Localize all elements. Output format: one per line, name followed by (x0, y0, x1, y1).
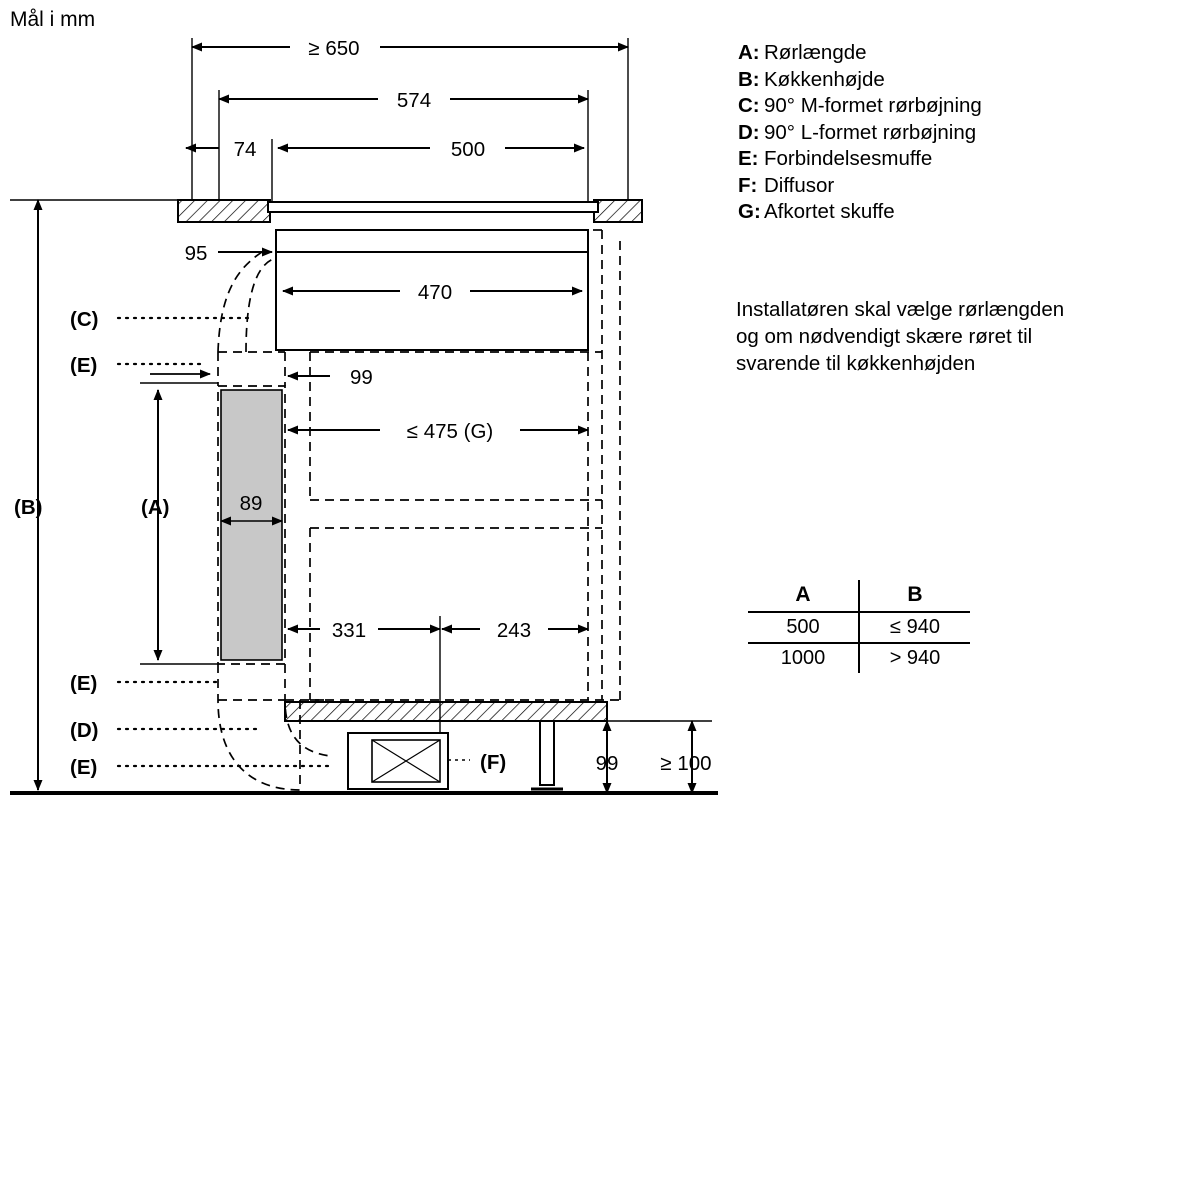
dim-500-label: 500 (450, 138, 486, 161)
legend-key: E: (738, 147, 759, 170)
dim-99-top-label: 99 (350, 366, 373, 389)
table-cell-b: ≤ 940 (890, 616, 940, 638)
legend-list (738, 40, 982, 226)
callout-b-label: (B) (14, 496, 43, 519)
dim-99-bottom-label: 99 (595, 752, 619, 775)
dim-331-label: 331 (331, 619, 367, 642)
table-cell-a: 1000 (748, 644, 859, 673)
table-header-a: A (748, 580, 859, 611)
callout-c-label: (C) (70, 308, 99, 331)
legend-key: G: (738, 200, 761, 223)
legend-key: A: (738, 41, 760, 64)
legend-text: 90° M-formet rørbøjning (764, 94, 982, 117)
legend-text: Forbindelsesmuffe (764, 147, 933, 170)
dim-470-label: 470 (417, 281, 453, 304)
legend-item (738, 146, 982, 173)
dim-650-label: ≥ 650 (308, 37, 360, 60)
dim-243-label: 243 (496, 619, 532, 642)
legend-key: B: (738, 67, 760, 91)
table-cell-a: 500 (748, 613, 859, 642)
dim-74-label: 74 (233, 138, 257, 161)
installer-note-line: og om nødvendigt skære røret til (736, 325, 1033, 348)
unit-note: Mål i mm (10, 8, 96, 31)
table-cell-b: > 940 (889, 647, 941, 669)
legend-key: C: (738, 94, 760, 117)
legend-item (738, 40, 982, 67)
table-row (748, 613, 970, 642)
legend-text: 90° L-formet rørbøjning (764, 120, 977, 144)
legend-text: Rørlængde (764, 41, 867, 64)
legend-key: F: (738, 173, 758, 197)
legend-text: Afkortet skuffe (764, 200, 895, 223)
table-row (748, 644, 970, 673)
callout-f-label: (F) (480, 751, 507, 774)
callout-a-label: (A) (141, 496, 170, 519)
installer-note (736, 296, 1200, 377)
legend-text: Køkkenhøjde (764, 67, 885, 91)
table-header-b: B (907, 583, 923, 606)
callout-e-1-label: (E) (70, 354, 98, 377)
legend-item (738, 120, 982, 147)
installer-note-line: svarende til køkkenhøjden (736, 352, 976, 375)
pipe-length-table (748, 580, 970, 673)
dim-100-label: ≥ 100 (660, 752, 712, 775)
callout-e-2-label: (E) (70, 672, 98, 695)
legend-item (738, 173, 982, 200)
callout-e-3-label: (E) (70, 756, 98, 779)
dim-95-label: 95 (184, 242, 208, 265)
installer-note-line: Installatøren skal vælge rørlængden (736, 298, 1065, 321)
legend-item (738, 67, 982, 94)
legend-text: Diffusor (764, 173, 835, 197)
dim-574-label: 574 (396, 89, 432, 112)
legend-key: D: (738, 120, 760, 144)
dim-475-label: ≤ 475 (G) (406, 420, 494, 443)
dim-89-label: 89 (239, 492, 263, 515)
legend-item (738, 199, 982, 226)
callout-d-label: (D) (70, 719, 99, 742)
legend-item (738, 93, 982, 120)
